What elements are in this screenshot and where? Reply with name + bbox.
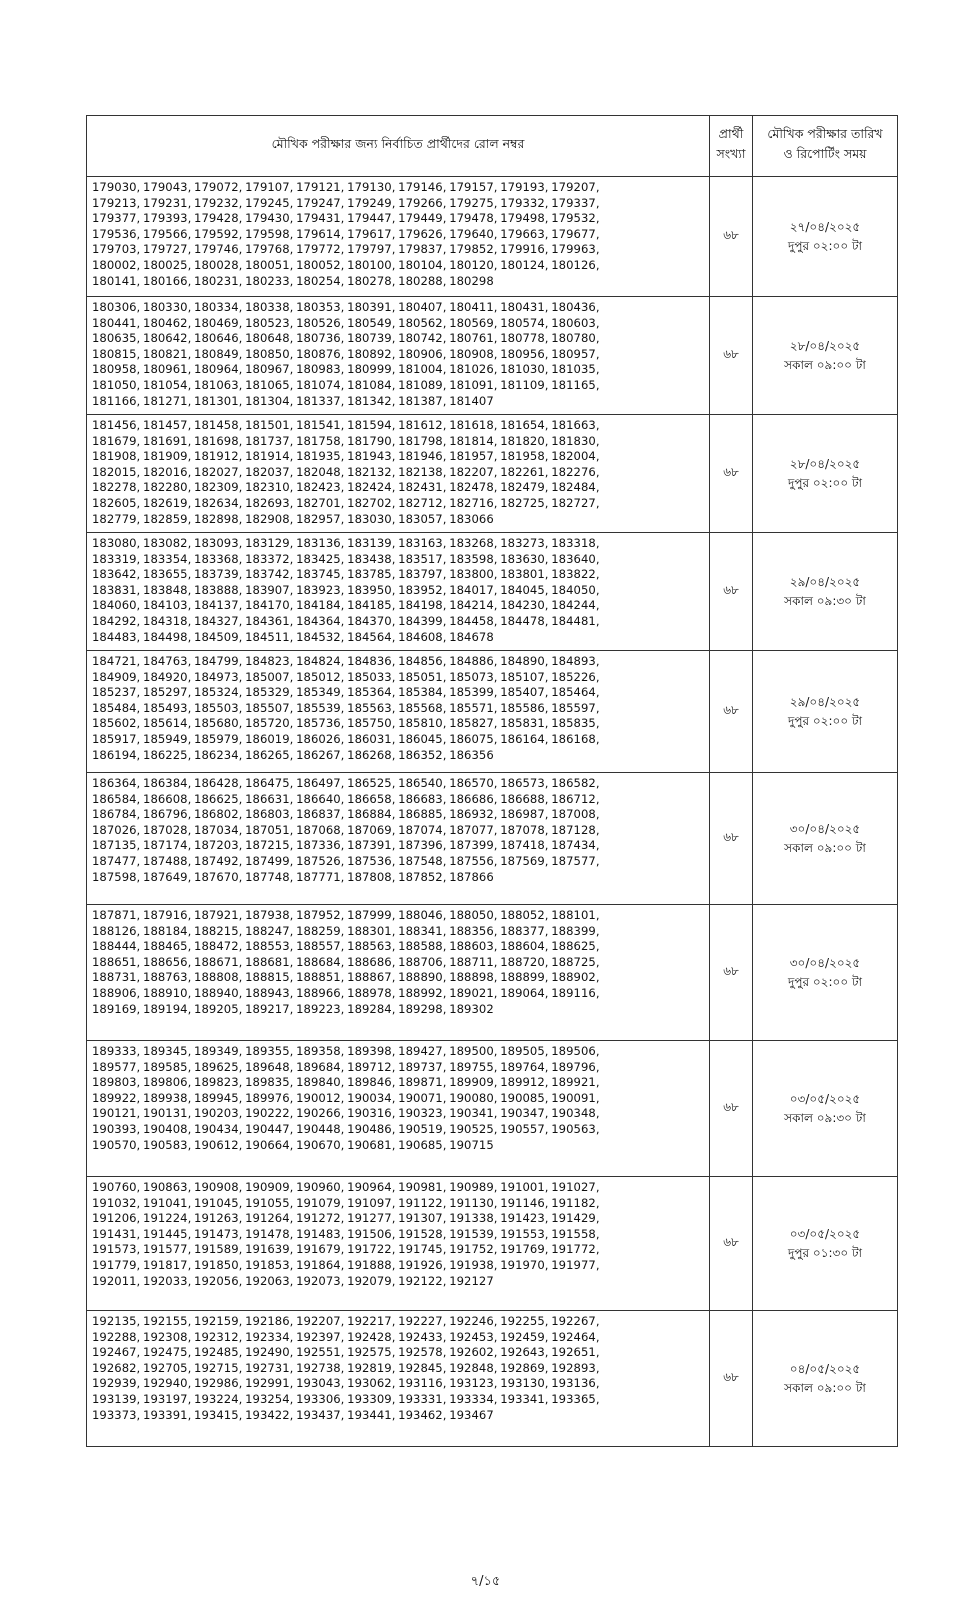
interview-date: ০৩/০৫/২০২৫ bbox=[789, 1091, 861, 1106]
table-row bbox=[87, 297, 898, 415]
reporting-time: দুপুর ০২:০০ টা bbox=[788, 713, 862, 728]
roll-numbers-cell: 190760, 190863, 190908, 190909, 190960, 190964, 190981, 190989, 191001, 191027, 191032, 191041, 191045, 191055, 191079, 191097, 191122, 191130, 191146, 191182, 191206, 191224, 191263, 191264, 191272, 191277, 191307, 191338, 191423, 191429, 191431, 191445, 191473, 191478, 191483, 191506, 191528, 191539, 191553, 191558, 191573, 191577, 191589, 191639, 191679, 191722, 191745, 191752, 191769, 191772, 191779, 191817, 191850, 191853, 191864, 191888, 191926, 191938, 191970, 191977, 192011, 192033, 192056, 192063, 192073, 192079, 192122, 192127 bbox=[87, 1177, 710, 1311]
table-row bbox=[87, 533, 898, 651]
roll-numbers-cell: 189333, 189345, 189349, 189355, 189358, 189398, 189427, 189500, 189505, 189506, 189577, 189585, 189625, 189648, 189684, 189712, 189737, 189755, 189764, 189796, 189803, 189806, 189823, 189835, 189840, 189846, 189871, 189909, 189912, 189921, 189922, 189938, 189945, 189976, 190012, 190034, 190071, 190080, 190085, 190091, 190121, 190131, 190203, 190222, 190266, 190316, 190323, 190341, 190347, 190348, 190393, 190408, 190434, 190447, 190448, 190486, 190519, 190525, 190557, 190563, 190570, 190583, 190612, 190664, 190670, 190681, 190685, 190715 bbox=[87, 1041, 710, 1177]
roll-numbers-cell: 181456, 181457, 181458, 181501, 181541, 181594, 181612, 181618, 181654, 181663, 181679, 181691, 181698, 181737, 181758, 181790, 181798, 181814, 181820, 181830, 181908, 181909, 181912, 181914, 181935, 181943, 181946, 181957, 181958, 182004, 182015, 182016, 182027, 182037, 182048, 182132, 182138, 182207, 182261, 182276, 182278, 182280, 182309, 182310, 182423, 182424, 182431, 182478, 182479, 182484, 182605, 182619, 182634, 182693, 182701, 182702, 182712, 182716, 182725, 182727, 182779, 182859, 182898, 182908, 182957, 183030, 183057, 183066 bbox=[87, 415, 710, 533]
interview-date: ০৩/০৫/২০২৫ bbox=[789, 1226, 861, 1241]
table-row bbox=[87, 415, 898, 533]
interview-date: ৩০/০৪/২০২৫ bbox=[789, 821, 861, 836]
schedule-cell bbox=[753, 533, 898, 651]
table-row bbox=[87, 177, 898, 297]
date-header-line-1: মৌখিক পরীক্ষার তারিখ bbox=[767, 126, 883, 141]
count-column-header bbox=[710, 116, 753, 177]
roll-numbers-cell: 187871, 187916, 187921, 187938, 187952, 187999, 188046, 188050, 188052, 188101, 188126, 188184, 188215, 188247, 188259, 188301, 188341, 188356, 188377, 188399, 188444, 188465, 188472, 188553, 188557, 188563, 188588, 188603, 188604, 188625, 188651, 188656, 188671, 188681, 188684, 188686, 188706, 188711, 188720, 188725, 188731, 188763, 188808, 188815, 188851, 188867, 188890, 188898, 188899, 188902, 188906, 188910, 188940, 188943, 188966, 188978, 188992, 189021, 189064, 189116, 189169, 189194, 189205, 189217, 189223, 189284, 189298, 189302 bbox=[87, 905, 710, 1041]
interview-date: ২৭/০৪/২০২৫ bbox=[789, 219, 861, 234]
reporting-time: সকাল ০৯:০০ টা bbox=[784, 357, 866, 372]
reporting-time: সকাল ০৯:৩০ টা bbox=[784, 593, 866, 608]
schedule-cell bbox=[753, 1311, 898, 1447]
table-header bbox=[87, 116, 898, 177]
reporting-time: সকাল ০৯:০০ টা bbox=[784, 1380, 866, 1395]
interview-date: ২৮/০৪/২০২৫ bbox=[789, 456, 861, 471]
roll-numbers-cell: 179030, 179043, 179072, 179107, 179121, 179130, 179146, 179157, 179193, 179207, 179213, 179231, 179232, 179245, 179247, 179249, 179266, 179275, 179332, 179337, 179377, 179393, 179428, 179430, 179431, 179447, 179449, 179478, 179498, 179532, 179536, 179566, 179592, 179598, 179614, 179617, 179626, 179640, 179663, 179677, 179703, 179727, 179746, 179768, 179772, 179797, 179837, 179852, 179916, 179963, 180002, 180025, 180028, 180051, 180052, 180100, 180104, 180120, 180124, 180126, 180141, 180166, 180231, 180233, 180254, 180278, 180288, 180298 bbox=[87, 177, 710, 297]
schedule-cell bbox=[753, 415, 898, 533]
candidate-count-cell: ৬৮ bbox=[710, 1311, 753, 1447]
roll-numbers-cell: 184721, 184763, 184799, 184823, 184824, 184836, 184856, 184886, 184890, 184893, 184909, 184920, 184973, 185007, 185012, 185033, 185051, 185073, 185107, 185226, 185237, 185297, 185324, 185329, 185349, 185364, 185384, 185399, 185407, 185464, 185484, 185493, 185503, 185507, 185539, 185563, 185568, 185571, 185586, 185597, 185602, 185614, 185680, 185720, 185736, 185750, 185810, 185827, 185831, 185835, 185917, 185949, 185979, 186019, 186026, 186031, 186045, 186075, 186164, 186168, 186194, 186225, 186234, 186265, 186267, 186268, 186352, 186356 bbox=[87, 651, 710, 773]
count-header-line-1: প্রার্থী bbox=[718, 126, 744, 141]
schedule-cell bbox=[753, 651, 898, 773]
candidate-count-cell: ৬৮ bbox=[710, 1177, 753, 1311]
rolls-column-header: মৌখিক পরীক্ষার জন্য নির্বাচিত প্রার্থীদের রোল নম্বর bbox=[87, 116, 710, 177]
reporting-time: সকাল ০৯:০০ টা bbox=[784, 840, 866, 855]
schedule-cell bbox=[753, 905, 898, 1041]
table-row bbox=[87, 1177, 898, 1311]
schedule-cell bbox=[753, 177, 898, 297]
date-column-header bbox=[753, 116, 898, 177]
candidate-count-cell: ৬৮ bbox=[710, 297, 753, 415]
candidate-count-cell: ৬৮ bbox=[710, 533, 753, 651]
schedule-cell bbox=[753, 1177, 898, 1311]
schedule-cell bbox=[753, 773, 898, 905]
count-header-line-2: সংখ্যা bbox=[716, 146, 746, 161]
reporting-time: দুপুর ০২:০০ টা bbox=[788, 475, 862, 490]
schedule-cell bbox=[753, 1041, 898, 1177]
interview-date: ২৯/০৪/২০২৫ bbox=[789, 574, 861, 589]
interview-date: ০৪/০৫/২০২৫ bbox=[789, 1361, 861, 1376]
candidate-count-cell: ৬৮ bbox=[710, 177, 753, 297]
table-row bbox=[87, 905, 898, 1041]
table-body bbox=[87, 177, 898, 1447]
table-row bbox=[87, 651, 898, 773]
roll-numbers-cell: 183080, 183082, 183093, 183129, 183136, 183139, 183163, 183268, 183273, 183318, 183319, 183354, 183368, 183372, 183425, 183438, 183517, 183598, 183630, 183640, 183642, 183655, 183739, 183742, 183745, 183785, 183797, 183800, 183801, 183822, 183831, 183848, 183888, 183907, 183923, 183950, 183952, 184017, 184045, 184050, 184060, 184103, 184137, 184170, 184184, 184185, 184198, 184214, 184230, 184244, 184292, 184318, 184327, 184361, 184364, 184370, 184399, 184458, 184478, 184481, 184483, 184498, 184509, 184511, 184532, 184564, 184608, 184678 bbox=[87, 533, 710, 651]
candidate-count-cell: ৬৮ bbox=[710, 651, 753, 773]
roll-numbers-cell: 180306, 180330, 180334, 180338, 180353, 180391, 180407, 180411, 180431, 180436, 180441, 180462, 180469, 180523, 180526, 180549, 180562, 180569, 180574, 180603, 180635, 180642, 180646, 180648, 180736, 180739, 180742, 180761, 180778, 180780, 180815, 180821, 180849, 180850, 180876, 180892, 180906, 180908, 180956, 180957, 180958, 180961, 180964, 180967, 180983, 180999, 181004, 181026, 181030, 181035, 181050, 181054, 181063, 181065, 181074, 181084, 181089, 181091, 181109, 181165, 181166, 181271, 181301, 181304, 181337, 181342, 181387, 181407 bbox=[87, 297, 710, 415]
page-number: ৭/১৫ bbox=[470, 1574, 501, 1589]
candidate-count-cell: ৬৮ bbox=[710, 1041, 753, 1177]
interview-date: ২৮/০৪/২০২৫ bbox=[789, 338, 861, 353]
table-row bbox=[87, 1041, 898, 1177]
roll-numbers-cell: 186364, 186384, 186428, 186475, 186497, 186525, 186540, 186570, 186573, 186582, 186584, 186608, 186625, 186631, 186640, 186658, 186683, 186686, 186688, 186712, 186784, 186796, 186802, 186803, 186837, 186884, 186885, 186932, 186987, 187008, 187026, 187028, 187034, 187051, 187068, 187069, 187074, 187077, 187078, 187128, 187135, 187174, 187203, 187215, 187336, 187391, 187396, 187399, 187418, 187434, 187477, 187488, 187492, 187499, 187526, 187536, 187548, 187556, 187569, 187577, 187598, 187649, 187670, 187748, 187771, 187808, 187852, 187866 bbox=[87, 773, 710, 905]
candidate-count-cell: ৬৮ bbox=[710, 773, 753, 905]
reporting-time: দুপুর ০২:০০ টা bbox=[788, 238, 862, 253]
reporting-time: দুপুর ০২:০০ টা bbox=[788, 974, 862, 989]
interview-date: ৩০/০৪/২০২৫ bbox=[789, 955, 861, 970]
interview-date: ২৯/০৪/২০২৫ bbox=[789, 694, 861, 709]
candidate-count-cell: ৬৮ bbox=[710, 415, 753, 533]
roll-schedule-table bbox=[86, 115, 898, 1447]
reporting-time: দুপুর ০১:৩০ টা bbox=[788, 1245, 862, 1260]
table-row bbox=[87, 773, 898, 905]
date-header-line-2: ও রিপোর্টিং সময় bbox=[783, 146, 867, 161]
table-row bbox=[87, 1311, 898, 1447]
roll-numbers-cell: 192135, 192155, 192159, 192186, 192207, 192217, 192227, 192246, 192255, 192267, 192288, 192308, 192312, 192334, 192397, 192428, 192433, 192453, 192459, 192464, 192467, 192475, 192485, 192490, 192551, 192575, 192578, 192602, 192643, 192651, 192682, 192705, 192715, 192731, 192738, 192819, 192845, 192848, 192869, 192893, 192939, 192940, 192986, 192991, 193043, 193062, 193116, 193123, 193130, 193136, 193139, 193197, 193224, 193254, 193306, 193309, 193331, 193334, 193341, 193365, 193373, 193391, 193415, 193422, 193437, 193441, 193462, 193467 bbox=[87, 1311, 710, 1447]
candidate-count-cell: ৬৮ bbox=[710, 905, 753, 1041]
reporting-time: সকাল ০৯:৩০ টা bbox=[784, 1110, 866, 1125]
schedule-cell bbox=[753, 297, 898, 415]
